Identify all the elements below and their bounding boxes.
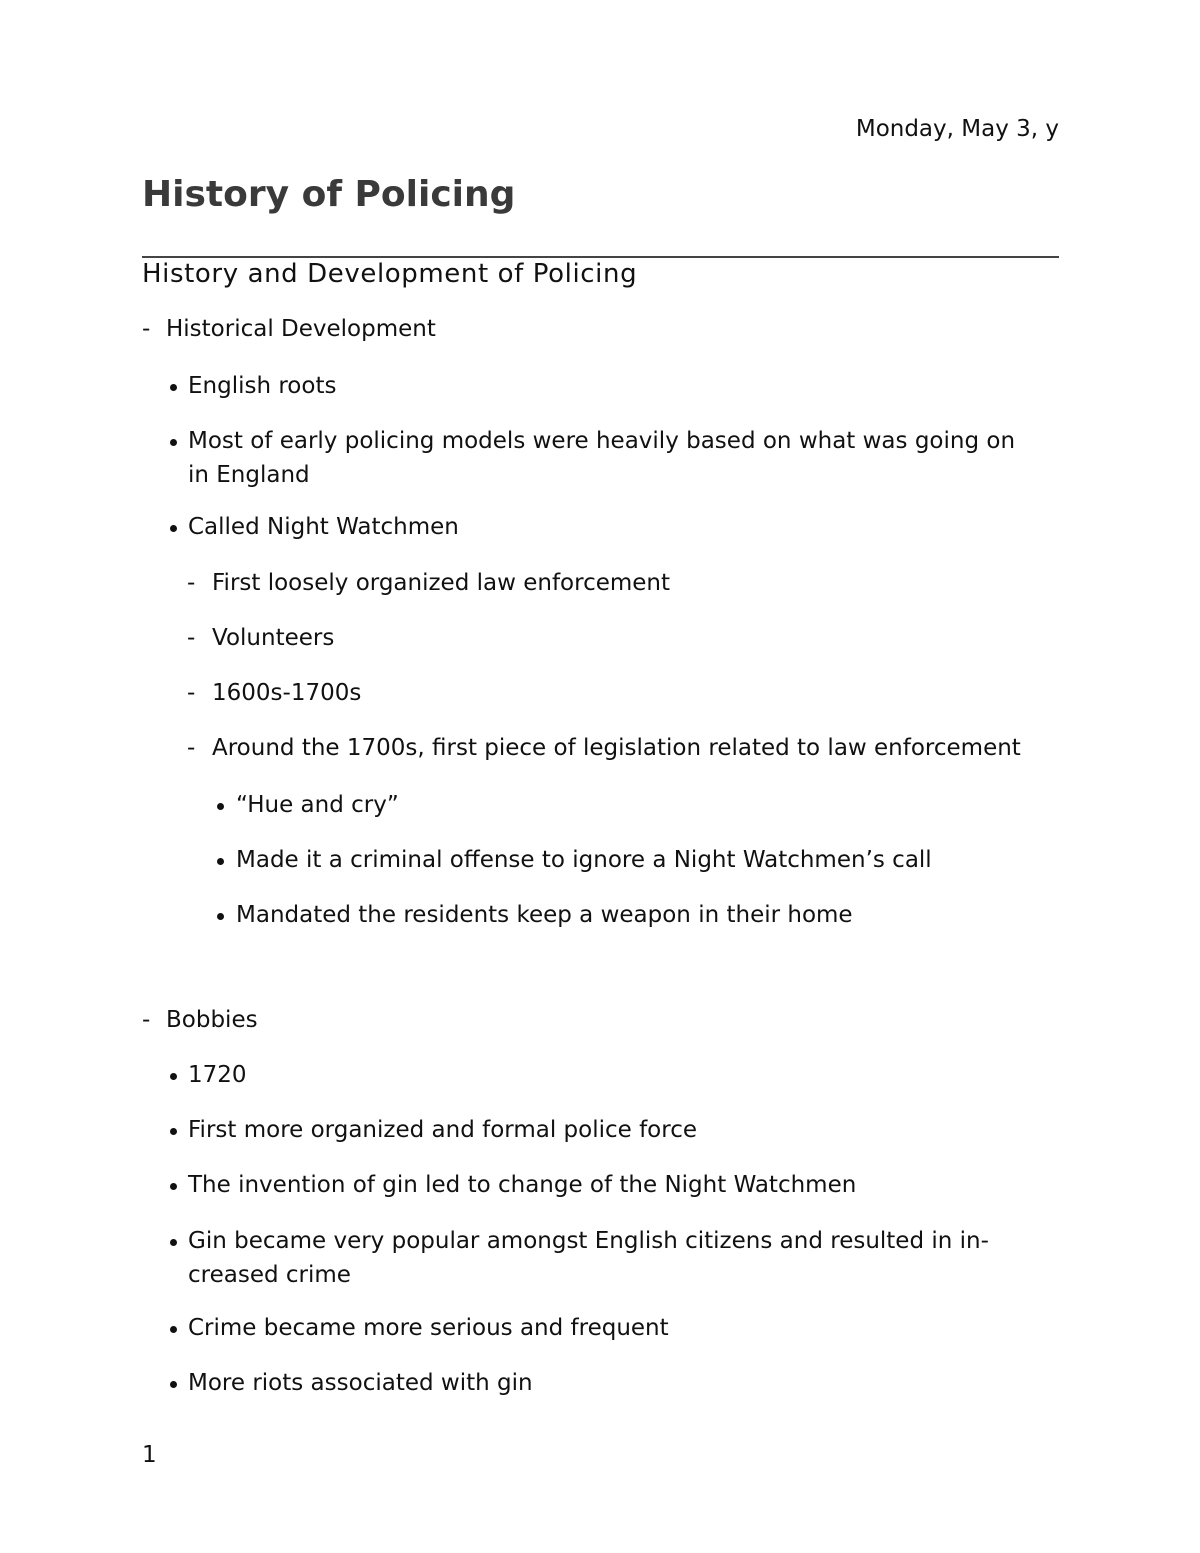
page-number: 1 <box>142 1442 157 1468</box>
bullet-dot <box>170 1381 177 1388</box>
page-title: History of Policing <box>142 174 516 215</box>
bullet-dot <box>170 1073 177 1080</box>
dash-marker: - <box>187 570 196 596</box>
bullet-dot <box>170 1183 177 1190</box>
sub-list-item: Volunteers <box>212 625 335 651</box>
bullet-dot <box>170 525 177 532</box>
dash-marker: - <box>187 680 196 706</box>
section-subtitle: History and Development of Policing <box>142 259 638 289</box>
bullet-dot <box>217 803 224 810</box>
list-item: Most of early policing models were heavily based on what was going on <box>188 428 1016 454</box>
list-item: English roots <box>188 373 337 399</box>
sub-list-item: 1600s-1700s <box>212 680 362 706</box>
dash-marker: - <box>187 625 196 651</box>
list-item: Called Night Watchmen <box>188 514 459 540</box>
list-item: First more organized and formal police force <box>188 1117 697 1143</box>
list-item: Gin became very popular amongst English citizens and resulted in in- <box>188 1228 989 1254</box>
bullet-dot <box>170 1239 177 1246</box>
section-heading-bobbies: Bobbies <box>166 1007 258 1033</box>
list-item: More riots associated with gin <box>188 1370 533 1396</box>
dash-marker: - <box>187 735 196 761</box>
section-heading-historical-development: Historical Development <box>166 316 436 342</box>
list-item-continuation: in England <box>188 462 310 488</box>
bullet-dot <box>170 439 177 446</box>
dash-marker: - <box>142 1007 151 1033</box>
dash-marker: - <box>142 316 151 342</box>
bullet-dot <box>217 858 224 865</box>
header-date: Monday, May 3, y <box>855 116 1059 142</box>
list-item: 1720 <box>188 1062 247 1088</box>
bullet-dot <box>170 384 177 391</box>
bullet-dot <box>170 1326 177 1333</box>
list-item-continuation: creased crime <box>188 1262 351 1288</box>
bullet-dot <box>217 913 224 920</box>
bullet-dot <box>170 1128 177 1135</box>
sub-sub-list-item: Made it a criminal offense to ignore a Night Watchmen’s call <box>236 847 932 873</box>
sub-sub-list-item: Mandated the residents keep a weapon in their home <box>236 902 853 928</box>
list-item: The invention of gin led to change of the Night Watchmen <box>188 1172 857 1198</box>
title-divider <box>142 256 1059 258</box>
sub-list-item: Around the 1700s, first piece of legislation related to law enforcement <box>212 735 1021 761</box>
sub-sub-list-item: “Hue and cry” <box>236 792 399 818</box>
list-item: Crime became more serious and frequent <box>188 1315 669 1341</box>
sub-list-item: First loosely organized law enforcement <box>212 570 671 596</box>
